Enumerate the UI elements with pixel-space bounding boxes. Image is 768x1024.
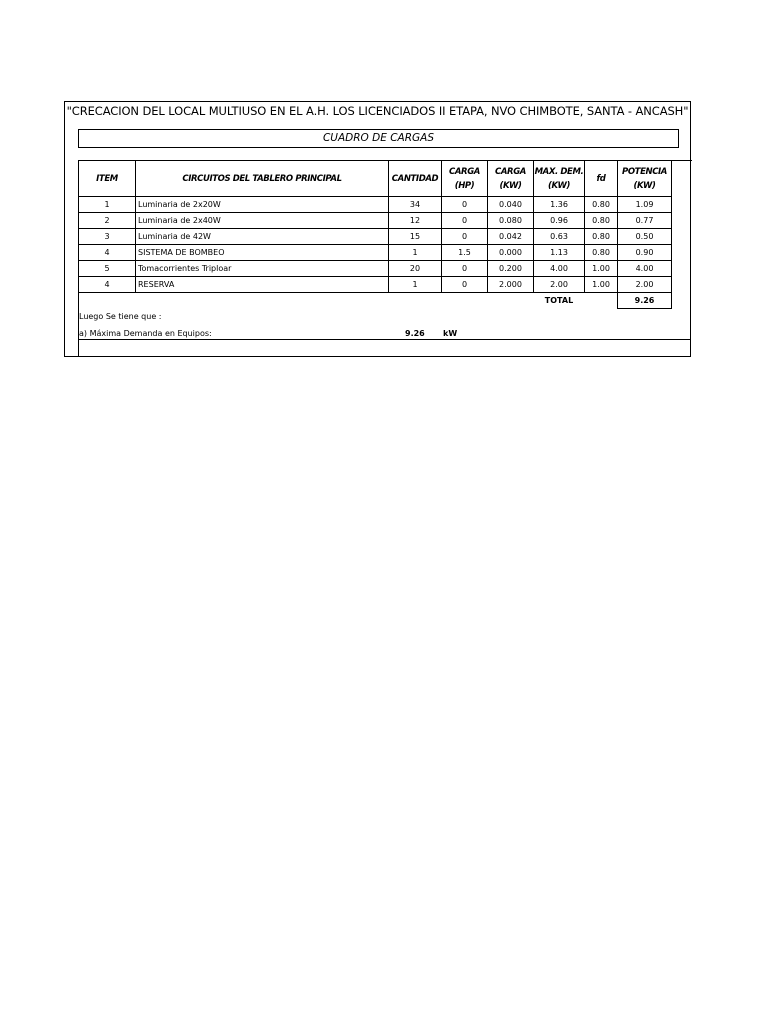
table-row	[79, 229, 672, 245]
cell-fd: 0.80	[585, 213, 618, 229]
table-row	[79, 261, 672, 277]
cell-item: 3	[79, 229, 136, 245]
cell-quantity: 15	[389, 229, 442, 245]
total-row	[79, 293, 672, 309]
header-fd: fd	[585, 161, 618, 197]
cell-max-dem: 1.36	[534, 197, 585, 213]
cell-quantity: 12	[389, 213, 442, 229]
section-title: CUADRO DE CARGAS	[78, 129, 679, 148]
cell-load-hp: 0	[442, 213, 488, 229]
cell-circuit: RESERVA	[136, 277, 389, 293]
cell-quantity: 34	[389, 197, 442, 213]
cell-load-hp: 0	[442, 261, 488, 277]
bottom-divider	[78, 339, 691, 340]
cell-circuit: Tomacorrientes Triploar	[136, 261, 389, 277]
cell-power: 1.09	[618, 197, 672, 213]
cell-quantity: 20	[389, 261, 442, 277]
cell-power: 4.00	[618, 261, 672, 277]
max-demand-value: 9.26	[405, 329, 425, 338]
cell-load-hp: 0	[442, 277, 488, 293]
cell-fd: 0.80	[585, 245, 618, 261]
cell-power: 0.90	[618, 245, 672, 261]
total-value: 9.26	[618, 293, 672, 309]
cell-item: 4	[79, 277, 136, 293]
cell-load-hp: 0	[442, 197, 488, 213]
header-item: ITEM	[79, 161, 136, 197]
cell-item: 1	[79, 197, 136, 213]
cell-fd: 1.00	[585, 277, 618, 293]
cell-max-dem: 2.00	[534, 277, 585, 293]
cell-max-dem: 0.63	[534, 229, 585, 245]
cell-item: 2	[79, 213, 136, 229]
cell-circuit: Luminaria de 2x20W	[136, 197, 389, 213]
header-quantity: CANTIDAD	[389, 161, 442, 197]
table-row	[79, 277, 672, 293]
cell-circuit: SISTEMA DE BOMBEO	[136, 245, 389, 261]
table-row	[79, 245, 672, 261]
cell-item: 4	[79, 245, 136, 261]
table-row	[79, 213, 672, 229]
header-circuits: CIRCUITOS DEL TABLERO PRINCIPAL	[136, 161, 389, 197]
table-header-row	[79, 161, 672, 197]
total-label: TOTAL	[544, 296, 574, 306]
table-row	[79, 197, 672, 213]
cell-max-dem: 0.96	[534, 213, 585, 229]
cell-load-kw: 0.200	[488, 261, 534, 277]
header-power: POTENCIA (KW)	[618, 161, 672, 197]
load-table	[78, 160, 672, 309]
cell-quantity: 1	[389, 277, 442, 293]
cell-max-dem: 4.00	[534, 261, 585, 277]
cell-max-dem: 1.13	[534, 245, 585, 261]
cell-load-kw: 2.000	[488, 277, 534, 293]
header-max-dem: MAX. DEM. (KW)	[534, 161, 585, 197]
cell-power: 0.50	[618, 229, 672, 245]
document-title: "CRECACION DEL LOCAL MULTIUSO EN EL A.H. LOS LICENCIADOS II ETAPA, NVO CHIMBOTE, SANTA - ANCASH"	[66, 104, 689, 118]
cell-fd: 0.80	[585, 197, 618, 213]
max-demand-label: a) Máxima Demanda en Equipos:	[79, 329, 212, 338]
cell-power: 2.00	[618, 277, 672, 293]
cell-load-hp: 1.5	[442, 245, 488, 261]
header-load-hp: CARGA (HP)	[442, 161, 488, 197]
notes-intro: Luego Se tiene que :	[79, 312, 162, 321]
cell-quantity: 1	[389, 245, 442, 261]
cell-circuit: Luminaria de 2x40W	[136, 213, 389, 229]
cell-load-hp: 0	[442, 229, 488, 245]
cell-load-kw: 0.000	[488, 245, 534, 261]
cell-load-kw: 0.080	[488, 213, 534, 229]
load-schedule-sheet	[64, 101, 691, 357]
cell-fd: 1.00	[585, 261, 618, 277]
cell-circuit: Luminaria de 42W	[136, 229, 389, 245]
cell-item: 5	[79, 261, 136, 277]
cell-load-kw: 0.040	[488, 197, 534, 213]
header-load-kw: CARGA (KW)	[488, 161, 534, 197]
cell-fd: 0.80	[585, 229, 618, 245]
cell-load-kw: 0.042	[488, 229, 534, 245]
max-demand-unit: kW	[443, 329, 458, 338]
cell-power: 0.77	[618, 213, 672, 229]
